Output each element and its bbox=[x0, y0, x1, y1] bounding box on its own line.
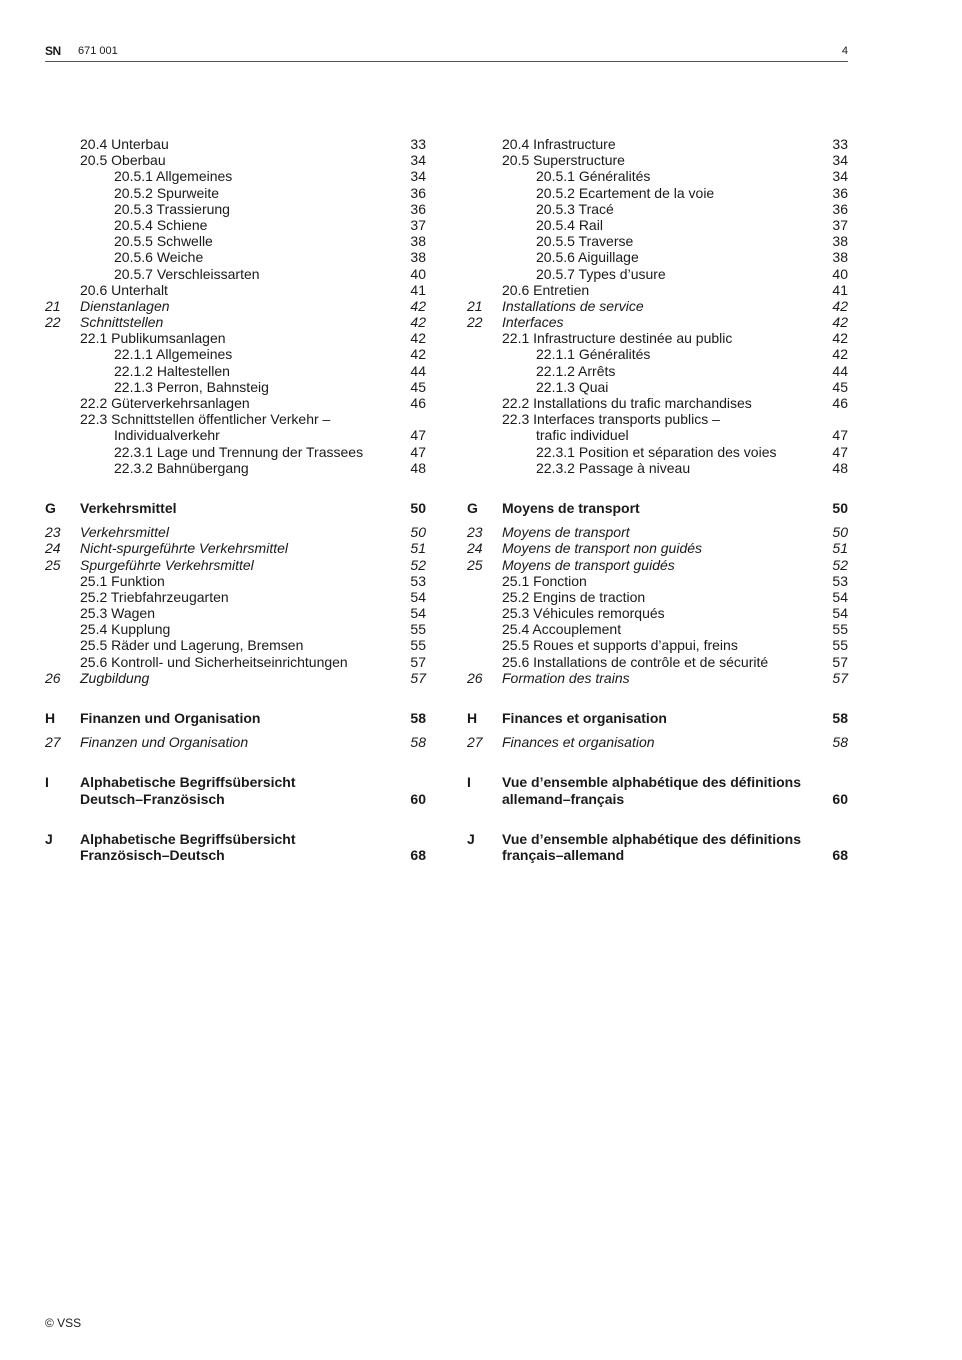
toc-entry-title: 22.3 Interfaces transports publics – bbox=[502, 411, 720, 428]
document-number: 671 001 bbox=[78, 45, 118, 57]
toc-entry-page: 48 bbox=[832, 459, 848, 476]
toc-entry bbox=[467, 637, 848, 653]
toc-entry-page: 46 bbox=[832, 395, 848, 411]
toc-entry-page: 37 bbox=[832, 216, 848, 233]
toc-entry-title: Alphabetische Begriffsübersicht bbox=[80, 830, 296, 847]
toc-entry-number: 27 bbox=[467, 734, 483, 751]
toc-entry-title: Finanzen und Organisation bbox=[80, 710, 261, 726]
toc-entry-page: 54 bbox=[410, 588, 426, 605]
toc-entry-page: 47 bbox=[410, 427, 426, 444]
toc-entry-page: 55 bbox=[832, 637, 848, 654]
toc-entry bbox=[45, 734, 426, 750]
toc-entry bbox=[45, 540, 426, 556]
toc-entry-page: 33 bbox=[832, 136, 848, 152]
toc-entry-title: Moyens de transport guidés bbox=[502, 556, 675, 573]
header-rule bbox=[45, 61, 848, 62]
toc-entry-page: 42 bbox=[410, 314, 426, 331]
toc-entry-title: 20.5.6 Weiche bbox=[114, 249, 204, 266]
toc-entry-title: Formation des trains bbox=[502, 669, 630, 686]
toc-entry bbox=[467, 621, 848, 637]
toc-entry-page: 36 bbox=[410, 200, 426, 217]
toc-entry-title: 20.5.2 Spurweite bbox=[114, 184, 220, 201]
toc-entry bbox=[45, 346, 426, 362]
toc-entry-page: 50 bbox=[832, 524, 848, 541]
toc-entry-title: 25.2 Engins de traction bbox=[502, 588, 646, 605]
toc-entry bbox=[45, 185, 426, 201]
toc-entry bbox=[467, 201, 848, 217]
toc-entry-page: 55 bbox=[410, 637, 426, 654]
toc-entry-page: 45 bbox=[832, 378, 848, 395]
toc-entry bbox=[45, 444, 426, 460]
toc-entry-page: 47 bbox=[832, 443, 848, 460]
toc-entry bbox=[467, 573, 848, 589]
toc-entry bbox=[45, 557, 426, 573]
toc-entry-title: 25.6 Installations de contrôle et de sécurité bbox=[502, 653, 769, 670]
toc-entry-page: 47 bbox=[410, 443, 426, 460]
toc-entry-title: 20.5 Superstructure bbox=[502, 152, 625, 169]
toc-entry-title: 25.6 Kontroll- und Sicherheitseinrichtungen bbox=[80, 653, 348, 670]
toc-entry-page: 57 bbox=[410, 669, 426, 686]
toc-entry-title: Finances et organisation bbox=[502, 734, 655, 751]
toc-entry-page: 34 bbox=[410, 152, 426, 169]
toc-entry bbox=[467, 282, 848, 298]
toc-entry bbox=[467, 330, 848, 346]
toc-entry-number: I bbox=[45, 774, 49, 791]
toc-entry bbox=[467, 249, 848, 265]
toc-entry bbox=[45, 589, 426, 605]
toc-entry-page: 58 bbox=[832, 734, 848, 751]
toc-entry-page: 44 bbox=[410, 362, 426, 379]
toc-entry-number: 22 bbox=[45, 314, 61, 331]
toc-entry-page: 68 bbox=[410, 846, 426, 863]
toc-entry-page: 34 bbox=[832, 152, 848, 169]
toc-entry bbox=[45, 524, 426, 540]
toc-entry bbox=[45, 249, 426, 265]
toc-entry bbox=[467, 395, 848, 411]
toc-entry-page: 68 bbox=[832, 846, 848, 863]
toc-entry-title: Schnittstellen bbox=[80, 314, 164, 331]
toc-entry-page: 36 bbox=[832, 200, 848, 217]
toc-entry-page: 46 bbox=[410, 395, 426, 411]
toc-entry-page: 57 bbox=[410, 653, 426, 670]
toc-entry-number: 22 bbox=[467, 314, 483, 331]
toc-entry-number: 23 bbox=[45, 524, 61, 541]
toc-entry bbox=[45, 330, 426, 346]
toc-entry-title: Finanzen und Organisation bbox=[80, 734, 249, 751]
toc-entry-page: 60 bbox=[410, 790, 426, 807]
toc-entry bbox=[45, 637, 426, 653]
toc-entry-title: 22.1.2 Haltestellen bbox=[114, 362, 230, 379]
toc-entry-title: 22.1.1 Allgemeines bbox=[114, 346, 233, 363]
toc-entry-number: I bbox=[467, 774, 471, 791]
toc-entry-page: 42 bbox=[832, 314, 848, 331]
toc-entry-page: 33 bbox=[410, 136, 426, 152]
toc-entry bbox=[45, 774, 426, 790]
toc-entry-title: 25.5 Roues et supports d’appui, freins bbox=[502, 637, 738, 654]
toc-entry-number: 23 bbox=[467, 524, 483, 541]
page-number: 4 bbox=[841, 45, 848, 57]
toc-entry-title: 20.5.6 Aiguillage bbox=[536, 249, 639, 266]
toc-entry bbox=[45, 573, 426, 589]
toc-entry-page: 42 bbox=[832, 297, 848, 314]
toc-entry-number: 21 bbox=[467, 297, 483, 314]
toc-entry-title: Vue d’ensemble alphabétique des définitions bbox=[502, 774, 801, 791]
toc-entry-title: 20.5.5 Schwelle bbox=[114, 233, 213, 250]
toc-entry-page: 42 bbox=[832, 330, 848, 347]
toc-entry-title: 22.2 Installations du trafic marchandises bbox=[502, 395, 752, 411]
toc-entry-title: 25.4 Accouplement bbox=[502, 621, 622, 638]
toc-entry-page: 57 bbox=[832, 653, 848, 670]
toc-entry bbox=[467, 847, 848, 863]
toc-entry-title: Nicht-spurgeführte Verkehrsmittel bbox=[80, 540, 289, 557]
toc-entry-page: 52 bbox=[410, 556, 426, 573]
toc-entry-title: 25.4 Kupplung bbox=[80, 621, 171, 638]
toc-entry bbox=[467, 460, 848, 476]
toc-entry-page: 53 bbox=[410, 572, 426, 589]
toc-entry-page: 40 bbox=[410, 265, 426, 282]
toc-entry bbox=[467, 540, 848, 556]
toc-entry bbox=[45, 395, 426, 411]
toc-entry bbox=[467, 314, 848, 330]
toc-entry bbox=[467, 217, 848, 233]
toc-entry bbox=[467, 152, 848, 168]
toc-entry-page: 51 bbox=[832, 540, 848, 557]
toc-entry-page: 38 bbox=[832, 249, 848, 266]
toc-entry-title: Dienstanlagen bbox=[80, 297, 170, 314]
toc-entry bbox=[467, 136, 848, 152]
toc-entry-number: 24 bbox=[467, 540, 483, 557]
toc-entry-page: 41 bbox=[832, 281, 848, 298]
toc-entry bbox=[467, 654, 848, 670]
toc-entry-page: 36 bbox=[832, 184, 848, 201]
toc-entry-title: Zugbildung bbox=[80, 669, 150, 686]
toc-entry bbox=[467, 557, 848, 573]
toc-entry bbox=[45, 411, 426, 427]
toc-entry-page: 42 bbox=[832, 346, 848, 363]
toc-entry-title: 22.1.3 Perron, Bahnsteig bbox=[114, 378, 269, 395]
toc-entry bbox=[467, 427, 848, 443]
toc-entry-title: 22.1.3 Quai bbox=[536, 378, 609, 395]
toc-entry-title: Moyens de transport non guidés bbox=[502, 540, 703, 557]
toc-entry bbox=[45, 500, 426, 516]
toc-entry-page: 50 bbox=[832, 499, 848, 516]
toc-entry-number: 21 bbox=[45, 297, 61, 314]
toc-entry-title: 20.6 Unterhalt bbox=[80, 281, 168, 298]
toc-entry-title: 25.1 Funktion bbox=[80, 572, 165, 589]
toc-entry-page: 55 bbox=[410, 621, 426, 638]
toc-entry-title: 20.4 Infrastructure bbox=[502, 136, 616, 152]
toc-entry-title: Installations de service bbox=[502, 297, 644, 314]
toc-entry bbox=[45, 168, 426, 184]
toc-entry-title: 22.1 Infrastructure destinée au public bbox=[502, 330, 733, 347]
toc-entry bbox=[467, 185, 848, 201]
toc-entry-page: 54 bbox=[832, 588, 848, 605]
toc-entry bbox=[45, 136, 426, 152]
toc-entry-title: 22.3 Schnittstellen öffentlicher Verkehr – bbox=[80, 411, 331, 428]
toc-entry-page: 54 bbox=[410, 605, 426, 622]
toc-entry-page: 50 bbox=[410, 524, 426, 541]
toc-entry-page: 40 bbox=[832, 265, 848, 282]
toc-entry-title: 20.5.7 Types d’usure bbox=[536, 265, 666, 282]
toc-entry-number: 24 bbox=[45, 540, 61, 557]
toc-entry bbox=[467, 734, 848, 750]
toc-entry-page: 42 bbox=[410, 297, 426, 314]
toc-entry-title: 20.5.3 Tracé bbox=[536, 200, 614, 217]
toc-entry-title: 20.5.5 Traverse bbox=[536, 233, 634, 250]
toc-entry bbox=[45, 266, 426, 282]
toc-entry bbox=[45, 379, 426, 395]
toc-entry-page: 45 bbox=[410, 378, 426, 395]
toc-entry-title: 20.5 Oberbau bbox=[80, 152, 166, 169]
toc-entry bbox=[467, 266, 848, 282]
toc-entry-page: 52 bbox=[832, 556, 848, 573]
toc-entry-page: 38 bbox=[410, 249, 426, 266]
toc-entry-page: 51 bbox=[410, 540, 426, 557]
toc-entry-page: 47 bbox=[832, 427, 848, 444]
toc-entry-number: J bbox=[45, 830, 53, 847]
toc-entry bbox=[45, 282, 426, 298]
toc-entry-title: 20.5.3 Trassierung bbox=[114, 200, 230, 217]
toc-entry-page: 36 bbox=[410, 184, 426, 201]
toc-entry-number: 26 bbox=[45, 669, 61, 686]
sn-logo: SN bbox=[45, 44, 61, 58]
toc-entry-title: Spurgeführte Verkehrsmittel bbox=[80, 556, 254, 573]
toc-entry-title: Alphabetische Begriffsübersicht bbox=[80, 774, 296, 791]
toc-entry-title: 20.5.7 Verschleissarten bbox=[114, 265, 260, 282]
toc-entry-page: 38 bbox=[410, 233, 426, 250]
toc-entry-title: 20.5.1 Généralités bbox=[536, 168, 651, 185]
toc-entry bbox=[45, 831, 426, 847]
toc-entry-number: 27 bbox=[45, 734, 61, 751]
toc-entry-number: G bbox=[45, 499, 56, 516]
toc-entry-number: H bbox=[467, 710, 478, 726]
toc-entry-title: trafic individuel bbox=[536, 427, 629, 444]
toc-entry bbox=[45, 710, 426, 726]
toc-entry-number: 25 bbox=[45, 556, 61, 573]
toc-entry-page: 58 bbox=[410, 734, 426, 751]
toc-entry-page: 57 bbox=[832, 669, 848, 686]
toc-entry-page: 37 bbox=[410, 216, 426, 233]
toc-entry-title: 22.2 Güterverkehrsanlagen bbox=[80, 395, 250, 411]
toc-entry-title: 20.5.4 Schiene bbox=[114, 216, 208, 233]
toc-entry-title: Individualverkehr bbox=[114, 427, 220, 444]
toc-entry-number: G bbox=[467, 499, 478, 516]
toc-entry bbox=[467, 791, 848, 807]
toc-entry-title: 22.3.1 Lage und Trennung der Trassees bbox=[114, 443, 364, 460]
toc-entry-title: 22.1.2 Arrêts bbox=[536, 362, 616, 379]
toc-entry-number: H bbox=[45, 710, 56, 726]
toc-entry-title: Finances et organisation bbox=[502, 710, 667, 726]
toc-entry-page: 34 bbox=[410, 168, 426, 185]
toc-entry bbox=[45, 363, 426, 379]
toc-entry bbox=[467, 831, 848, 847]
toc-entry-title: Interfaces bbox=[502, 314, 564, 331]
toc-entry-title: allemand–français bbox=[502, 790, 625, 807]
toc-entry bbox=[467, 710, 848, 726]
toc-entry-page: 60 bbox=[832, 790, 848, 807]
toc-entry-title: 25.3 Véhicules remorqués bbox=[502, 605, 665, 622]
toc-entry-page: 48 bbox=[410, 459, 426, 476]
toc-entry-number: J bbox=[467, 830, 475, 847]
toc-entry-page: 38 bbox=[832, 233, 848, 250]
toc-entry bbox=[467, 363, 848, 379]
toc-entry-title: 20.6 Entretien bbox=[502, 281, 590, 298]
toc-entry bbox=[467, 168, 848, 184]
toc-entry-title: 20.5.1 Allgemeines bbox=[114, 168, 233, 185]
toc-entry bbox=[45, 314, 426, 330]
toc-entry bbox=[467, 444, 848, 460]
toc-entry bbox=[45, 621, 426, 637]
toc-entry bbox=[467, 411, 848, 427]
toc-entry bbox=[45, 654, 426, 670]
toc-entry bbox=[45, 427, 426, 443]
toc-entry bbox=[467, 379, 848, 395]
toc-entry-page: 41 bbox=[410, 281, 426, 298]
toc-entry-title: français–allemand bbox=[502, 846, 625, 863]
toc-entry-page: 58 bbox=[410, 710, 426, 726]
toc-entry bbox=[45, 217, 426, 233]
toc-entry-page: 34 bbox=[832, 168, 848, 185]
toc-entry-page: 58 bbox=[832, 710, 848, 726]
toc-entry bbox=[467, 524, 848, 540]
toc-entry-page: 54 bbox=[832, 605, 848, 622]
toc-entry-title: Verkehrsmittel bbox=[80, 499, 177, 516]
toc-entry bbox=[467, 605, 848, 621]
toc-entry-title: Deutsch–Französisch bbox=[80, 790, 225, 807]
toc-entry bbox=[45, 152, 426, 168]
toc-entry bbox=[45, 298, 426, 314]
toc-column-german bbox=[45, 136, 426, 863]
toc-entry bbox=[45, 460, 426, 476]
toc-column-french bbox=[467, 136, 848, 863]
toc-entry-number: 26 bbox=[467, 669, 483, 686]
toc-entry-number: 25 bbox=[467, 556, 483, 573]
toc-entry bbox=[467, 589, 848, 605]
toc-entry-title: 20.4 Unterbau bbox=[80, 136, 169, 152]
toc-entry bbox=[467, 670, 848, 686]
toc-entry-title: 25.1 Fonction bbox=[502, 572, 587, 589]
toc-entry bbox=[45, 201, 426, 217]
toc-entry-page: 53 bbox=[832, 572, 848, 589]
toc-entry bbox=[467, 233, 848, 249]
toc-entry-page: 55 bbox=[832, 621, 848, 638]
toc-entry-title: 25.2 Triebfahrzeugarten bbox=[80, 588, 229, 605]
toc-entry bbox=[45, 791, 426, 807]
toc-entry bbox=[467, 774, 848, 790]
toc-entry-title: 20.5.4 Rail bbox=[536, 216, 603, 233]
toc-entry-page: 42 bbox=[410, 346, 426, 363]
toc-entry-title: Moyens de transport bbox=[502, 499, 640, 516]
toc-entry bbox=[45, 605, 426, 621]
toc-entry-title: 22.3.2 Bahnübergang bbox=[114, 459, 249, 476]
toc-entry-title: Verkehrsmittel bbox=[80, 524, 169, 541]
toc-entry-title: Französisch–Deutsch bbox=[80, 846, 225, 863]
toc-entry-page: 44 bbox=[832, 362, 848, 379]
toc-entry-page: 42 bbox=[410, 330, 426, 347]
toc-entry-title: Vue d’ensemble alphabétique des définitions bbox=[502, 830, 801, 847]
toc-entry bbox=[45, 670, 426, 686]
toc-entry-title: 22.1 Publikumsanlagen bbox=[80, 330, 226, 347]
toc-entry-title: Moyens de transport bbox=[502, 524, 630, 541]
toc-entry bbox=[45, 847, 426, 863]
toc-entry bbox=[467, 298, 848, 314]
toc-entry bbox=[45, 233, 426, 249]
toc-entry bbox=[467, 500, 848, 516]
toc-entry-title: 25.3 Wagen bbox=[80, 605, 155, 622]
toc-entry-title: 25.5 Räder und Lagerung, Bremsen bbox=[80, 637, 304, 654]
toc-entry-title: 22.3.1 Position et séparation des voies bbox=[536, 443, 777, 460]
toc-entry-page: 50 bbox=[410, 499, 426, 516]
toc-entry bbox=[467, 346, 848, 362]
copyright-footer: © VSS bbox=[45, 1316, 82, 1330]
toc-entry-title: 22.1.1 Généralités bbox=[536, 346, 651, 363]
page-header bbox=[45, 44, 848, 60]
toc-entry-title: 22.3.2 Passage à niveau bbox=[536, 459, 691, 476]
toc-entry-title: 20.5.2 Ecartement de la voie bbox=[536, 184, 715, 201]
